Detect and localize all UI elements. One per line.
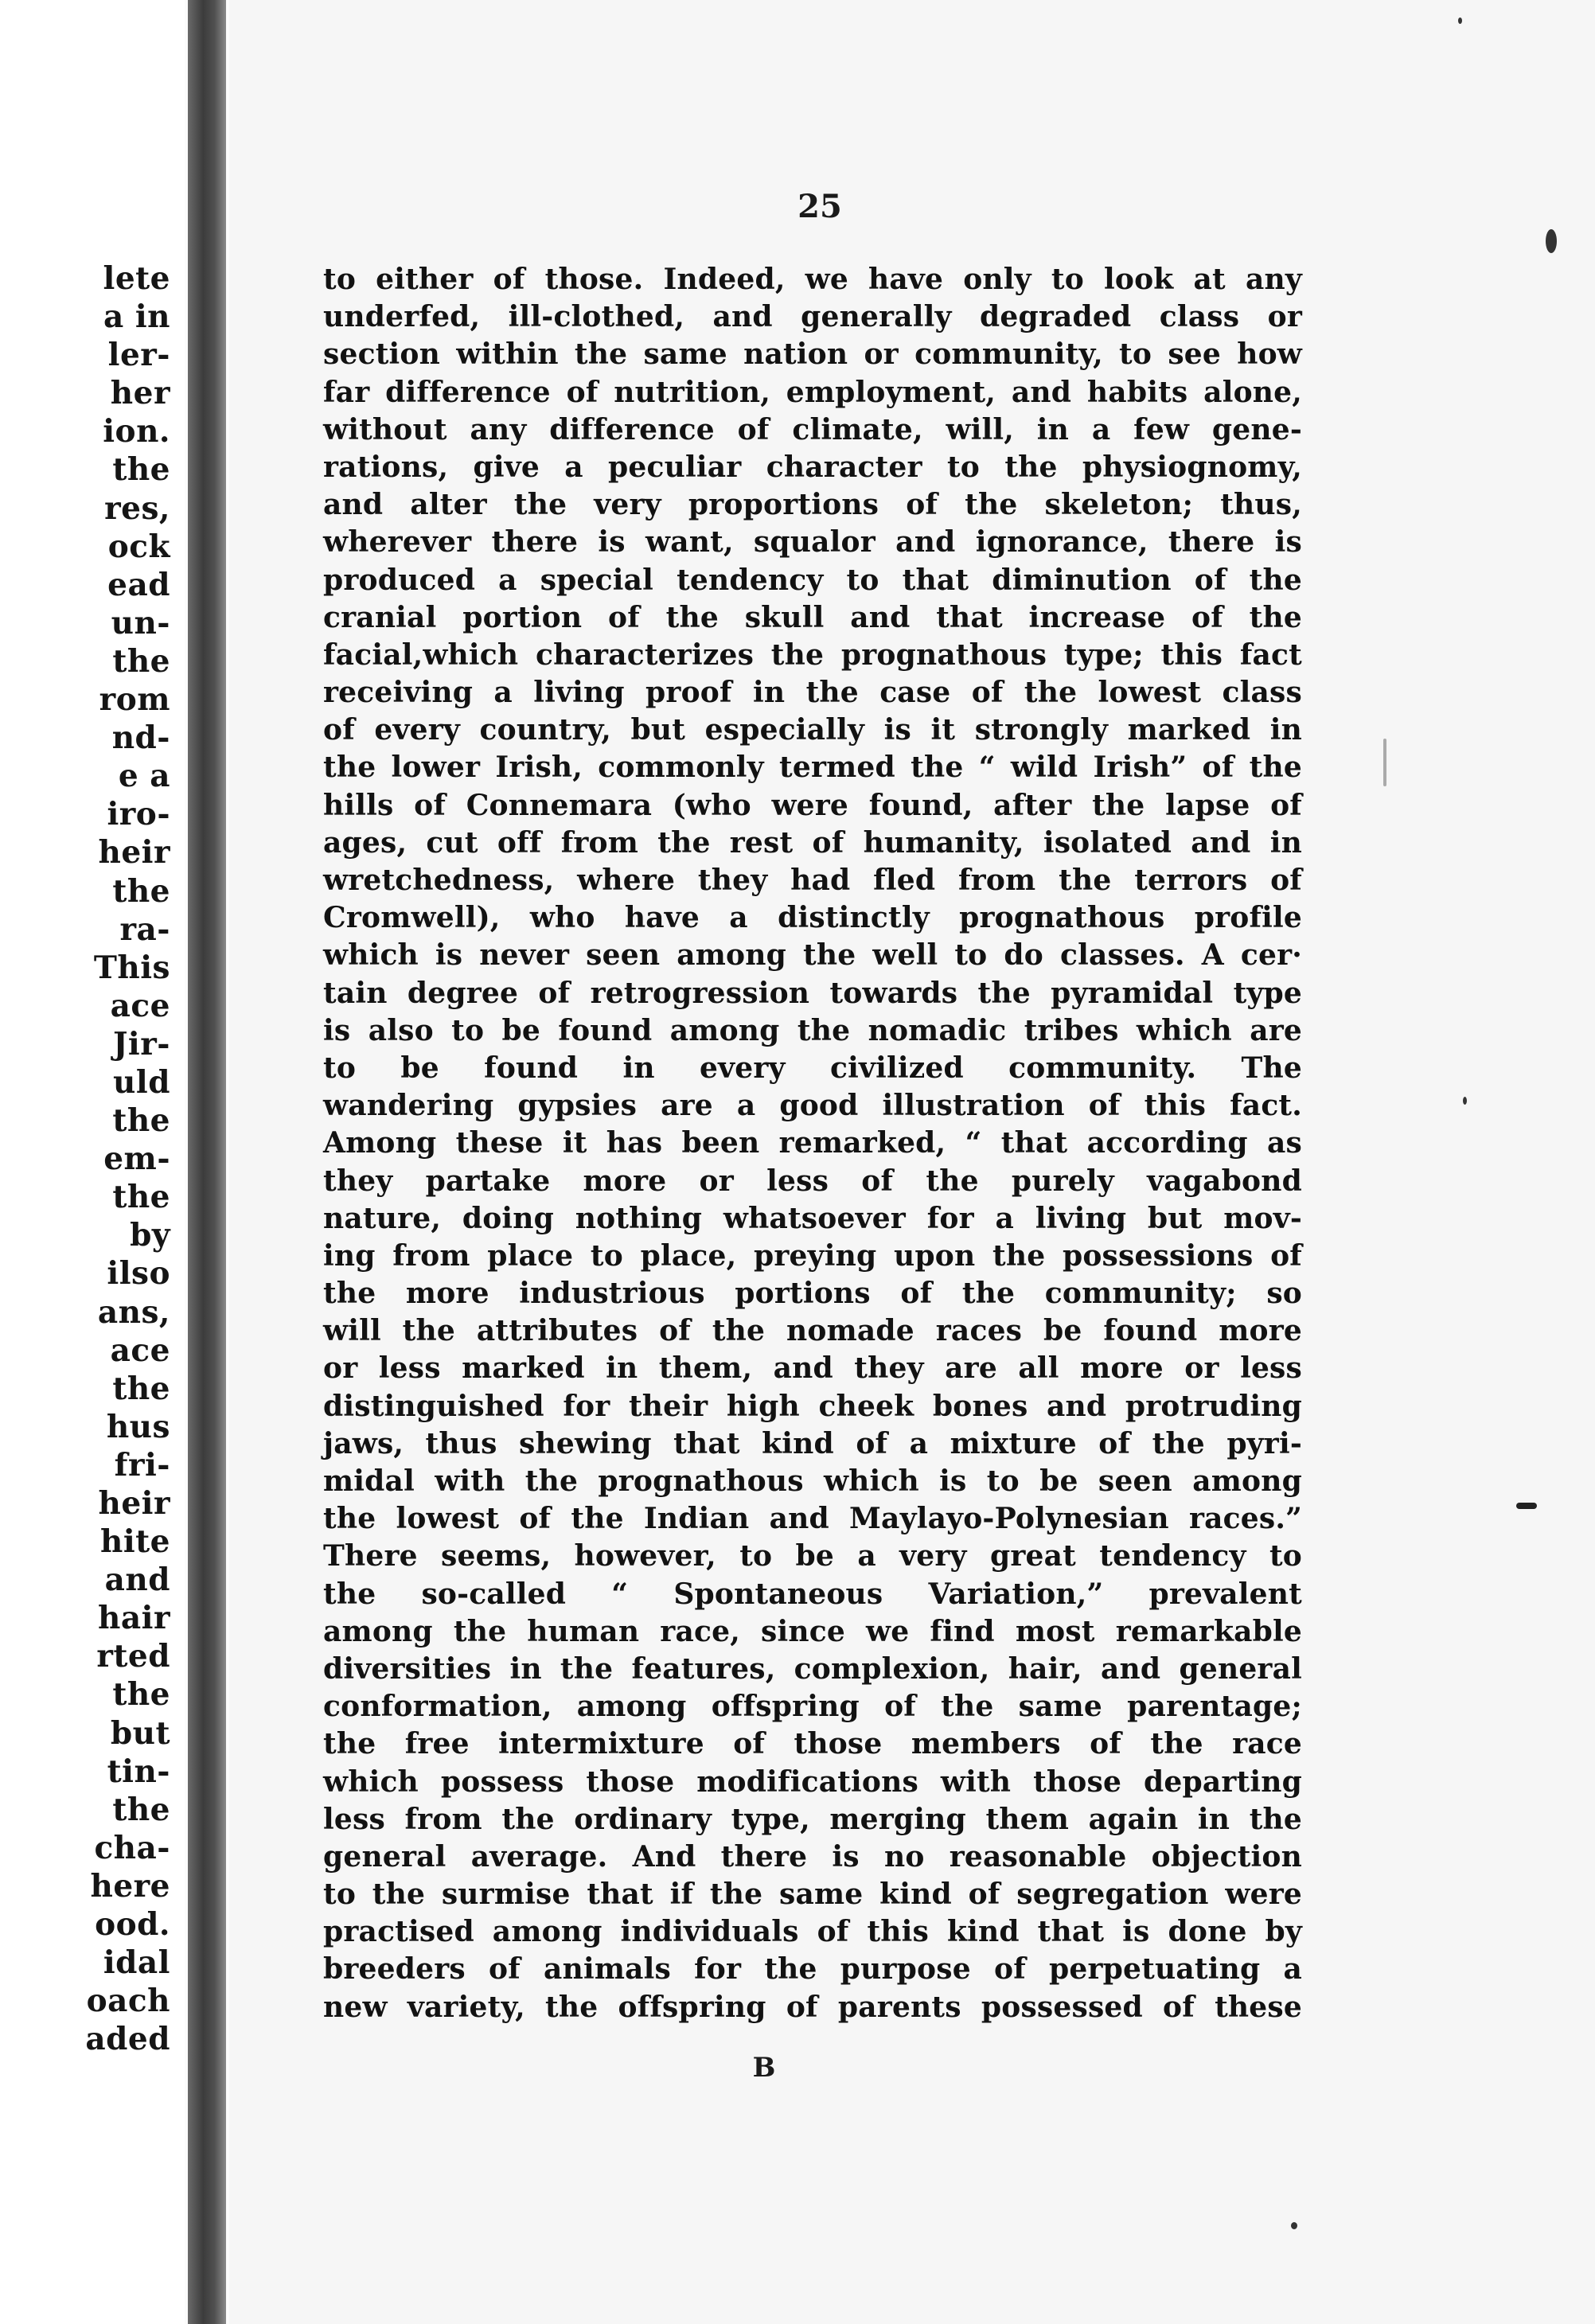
left-line-fragment: rom: [99, 681, 170, 719]
scan-speck: [1383, 739, 1386, 786]
text-line: to either of those. Indeed, we have only to look at any: [323, 263, 1302, 296]
left-line-fragment: ler-: [107, 337, 170, 374]
text-line: wandering gypsies are a good illustration of this fact.: [323, 1089, 1302, 1123]
signature-mark: B: [752, 2052, 776, 2084]
text-line: less from the ordinary type, merging them again in the: [323, 1802, 1302, 1836]
text-line: underfed, ill-clothed, and generally degraded class or: [323, 300, 1302, 334]
left-line-fragment: the: [112, 1102, 170, 1140]
left-line-fragment: heir: [98, 834, 170, 872]
text-line: conformation, among offspring of the same parentage;: [323, 1690, 1302, 1724]
text-line: which is never seen among the well to do classes. A cer·: [323, 938, 1302, 973]
text-line: the lower Irish, commonly termed the “ wild Irish” of the: [323, 751, 1302, 785]
text-line: the so-called “ Spontaneous Variation,” prevalent: [323, 1577, 1302, 1611]
left-line-fragment: iro-: [107, 796, 170, 833]
text-line: Cromwell), who have a distinctly prognathous profile: [323, 901, 1302, 935]
text-line: receiving a living proof in the case of the lowest class: [323, 676, 1302, 710]
text-line: new variety, the offspring of parents possessed of these: [323, 1990, 1302, 2024]
left-line-fragment: ion.: [103, 413, 170, 450]
left-line-fragment: nd-: [111, 719, 170, 757]
text-line: to the surmise that if the same kind of segregation were: [323, 1878, 1302, 1912]
text-line: wherever there is want, squalor and ignorance, there is: [323, 525, 1302, 560]
left-line-fragment: un-: [111, 604, 170, 641]
scan-speck: [1546, 229, 1557, 253]
left-line-fragment: uld: [113, 1063, 170, 1101]
left-line-fragment: lete: [103, 260, 170, 297]
left-line-fragment: by: [130, 1217, 170, 1254]
scan-speck: [1291, 2222, 1297, 2229]
text-line: which possess those modifications with those departing: [323, 1764, 1302, 1799]
text-line: the lowest of the Indian and Maylayo-Polynesian races.”: [323, 1502, 1302, 1536]
left-line-fragment: ra-: [119, 910, 170, 948]
left-page-line-endings: [3, 259, 170, 2058]
text-line: of every country, but especially is it strongly marked in: [323, 713, 1302, 747]
left-line-fragment: fri-: [114, 1446, 170, 1484]
left-line-fragment: but: [110, 1714, 170, 1752]
left-line-fragment: ace: [110, 987, 170, 1024]
left-line-fragment: hair: [98, 1600, 170, 1637]
text-line: far difference of nutrition, employment, and habits alone,: [323, 375, 1302, 409]
left-line-fragment: Jir-: [112, 1025, 170, 1063]
scan-mark: [1516, 1503, 1537, 1509]
left-line-fragment: This: [93, 949, 170, 986]
page-body-text: [323, 261, 1302, 2026]
text-line: facial,which characterizes the prognathous type; this fact: [323, 638, 1302, 672]
left-line-fragment: cha-: [94, 1829, 170, 1866]
left-line-fragment: oach: [86, 1983, 170, 2020]
left-line-fragment: a in: [103, 298, 170, 336]
text-line: midal with the prognathous which is to be seen among: [323, 1464, 1302, 1498]
left-line-fragment: the: [112, 642, 170, 680]
left-line-fragment: the: [112, 1676, 170, 1714]
text-line: among the human race, since we find most remarkable: [323, 1614, 1302, 1648]
left-line-fragment: hite: [100, 1523, 170, 1561]
left-line-fragment: ead: [107, 566, 170, 603]
left-line-fragment: the: [112, 1370, 170, 1407]
left-line-fragment: em-: [103, 1141, 170, 1178]
left-line-fragment: aded: [85, 2021, 170, 2058]
text-line: will the attributes of the nomade races be found more: [323, 1314, 1302, 1348]
text-line: general average. And there is no reasonable objection: [323, 1839, 1302, 1874]
text-line: without any difference of climate, will, in a few gene-: [323, 412, 1302, 446]
left-line-fragment: e a: [118, 758, 170, 795]
left-line-fragment: the: [112, 451, 170, 489]
left-line-fragment: idal: [103, 1944, 170, 1982]
scan-speck: [1458, 18, 1462, 24]
page-gutter: [188, 0, 226, 2324]
left-line-fragment: tin-: [107, 1753, 170, 1790]
text-line: Among these it has been remarked, “ that according as: [323, 1126, 1302, 1160]
left-line-fragment: ood.: [95, 1906, 170, 1944]
left-line-fragment: hus: [106, 1408, 170, 1445]
text-line: breeders of animals for the purpose of perpetuating a: [323, 1952, 1302, 1987]
text-line: hills of Connemara (who were found, after the lapse of: [323, 788, 1302, 822]
text-line: wretchedness, where they had fled from the terrors of: [323, 864, 1302, 897]
left-line-fragment: the: [112, 1791, 170, 1828]
text-line: rations, give a peculiar character to the physiognomy,: [323, 450, 1302, 484]
text-line: diversities in the features, complexion, hair, and general: [323, 1651, 1302, 1686]
text-line: the free intermixture of those members of the race: [323, 1727, 1302, 1761]
left-line-fragment: ilso: [107, 1255, 170, 1293]
text-line: distinguished for their high cheek bones and protruding: [323, 1389, 1302, 1423]
left-line-fragment: ock: [107, 528, 170, 565]
left-page-fragment: [0, 0, 185, 2324]
text-line: ing from place to place, preying upon the possessions of: [323, 1238, 1302, 1273]
text-line: is also to be found among the nomadic tribes which are: [323, 1013, 1302, 1047]
left-line-fragment: her: [110, 375, 170, 412]
text-line: the more industrious portions of the community; so: [323, 1277, 1302, 1311]
left-line-fragment: the: [112, 872, 170, 910]
text-line: they partake more or less of the purely vagabond: [323, 1164, 1302, 1198]
text-line: to be found in every civilized community. The: [323, 1051, 1302, 1085]
left-line-fragment: here: [90, 1867, 170, 1905]
text-line: nature, doing nothing whatsoever for a living but mov-: [323, 1201, 1302, 1235]
left-line-fragment: the: [112, 1179, 170, 1216]
page-number: 25: [798, 188, 842, 225]
left-line-fragment: res,: [104, 489, 170, 527]
left-line-fragment: ace: [110, 1332, 170, 1369]
text-line: practised among individuals of this kind that is done by: [323, 1915, 1302, 1949]
text-line: jaws, thus shewing that kind of a mixture of the pyri-: [323, 1426, 1302, 1460]
left-line-fragment: heir: [98, 1485, 170, 1522]
text-line: produced a special tendency to that diminution of the: [323, 563, 1302, 597]
left-line-fragment: ans,: [97, 1293, 170, 1331]
text-line: section within the same nation or community, to see how: [323, 337, 1302, 372]
text-line: There seems, however, to be a very great tendency to: [323, 1539, 1302, 1573]
left-line-fragment: and: [104, 1562, 170, 1599]
text-line: and alter the very proportions of the skeleton; thus,: [323, 488, 1302, 522]
scan-speck: [1463, 1097, 1467, 1105]
text-line: tain degree of retrogression towards the pyramidal type: [323, 976, 1302, 1010]
text-line: or less marked in them, and they are all more or less: [323, 1351, 1302, 1386]
text-line: ages, cut off from the rest of humanity, isolated and in: [323, 825, 1302, 860]
left-line-fragment: rted: [96, 1638, 170, 1675]
text-line: cranial portion of the skull and that increase of the: [323, 600, 1302, 634]
